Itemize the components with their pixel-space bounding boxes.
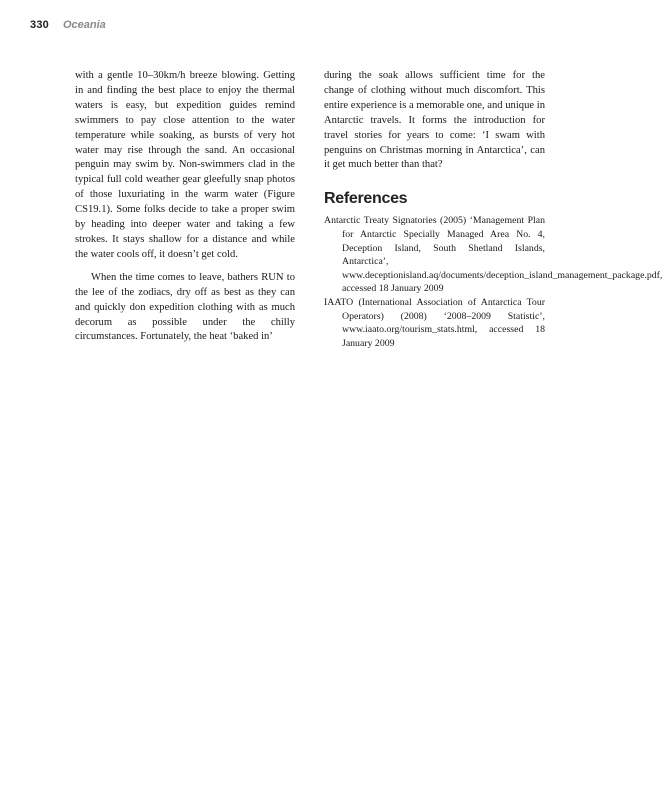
references-list	[324, 214, 662, 350]
page-number: 330	[30, 19, 49, 31]
body-paragraph: during the soak allows sufficient time for the change of clothing without much discomfort. This entire experience is a memorable one, and unique in Antarctic travels. It forms the introduction for travel stories for years to come: ‘I swam with penguins on Christmas morning in Antarctica’, can it get much better than that?	[324, 70, 545, 171]
reference-entry: IAATO (International Association of Antarctica Tour Operators) (2008) ‘2008–2009 Statistic’, www.iaato.org/tourism_stats.html, accessed 18 January 2009	[324, 296, 545, 349]
running-head	[30, 19, 106, 33]
body-paragraph: with a gentle 10–30km/h breeze blowing. Getting in and finding the best place to enjoy the thermal waters is easy, but expedition guides remind swimmers to pay close attention to the water temperature while soaking, as bursts of very hot water may rise through the sand. An occasional penguin may swim by. Non-swimmers clad in the typical full cold weather gear gleefully snap photos of those luxuriating in the warm water (Figure CS19.1). Some folks decide to take a proper swim by heading into deeper water and taking a few strokes. It stays shallow for a distance and while the water cools off, it doesn’t get cold.	[75, 70, 295, 260]
left-column	[75, 69, 295, 345]
right-column	[324, 69, 662, 350]
body-paragraph: When the time comes to leave, bathers RUN to the lee of the zodiacs, dry off as best as they can and quickly don expedition clothing with as much decorum as possible under the chilly circumstances. Fortunately, the heat ‘baked in’	[75, 271, 295, 343]
reference-entry: Antarctic Treaty Signatories (2005) ‘Management Plan for Antarctic Specially Managed Area No. 4, Deception Island, South Shetland Islands, Antarctica’, www.deceptionisland.aq/documents/deception_island_management_package.pdf, accessed 18 January 2009	[324, 215, 662, 295]
section-name: Oceania	[62, 19, 106, 31]
references-heading: References	[324, 190, 408, 208]
